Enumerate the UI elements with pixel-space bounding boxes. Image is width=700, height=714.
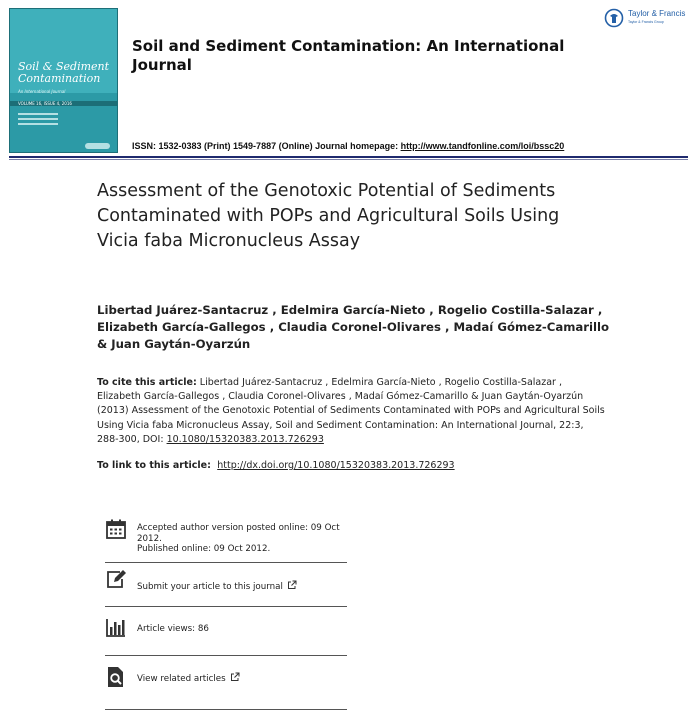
submit-article-link[interactable] xyxy=(137,580,297,593)
article-doi-url-link[interactable]: http://dx.doi.org/10.1080/15320383.2013.726293 xyxy=(217,460,455,471)
published-date: Published online: 09 Oct 2012. xyxy=(137,544,271,554)
search-document-icon xyxy=(105,666,127,688)
publisher-logo xyxy=(604,8,694,30)
publisher-name: Taylor & Francis xyxy=(628,9,686,18)
publisher-logo-icon xyxy=(604,8,624,28)
cover-subtitle: An International Journal xyxy=(18,89,66,94)
related-articles-link[interactable] xyxy=(137,672,240,685)
external-link-icon xyxy=(230,672,240,682)
cover-title xyxy=(18,61,114,85)
external-link-icon xyxy=(287,580,297,590)
accepted-date: Accepted author version posted online: 09 Oct 2012. xyxy=(137,523,340,544)
cover-publisher-mark xyxy=(85,143,110,149)
issn-line xyxy=(132,141,564,151)
cover-volume: VOLUME 16, ISSUE 4, 2016 xyxy=(18,101,72,106)
citation-text: Libertad Juárez-Santacruz , Edelmira García-Nieto , Rogelio Costilla-Salazar , Elizabeth García-Gallegos , Claudia Coronel-Olivares , Madaí Gómez-Camarillo & Juan Gaytán-Oyarzún (2013) Assessment of the Genotoxic Potential of Sediments Contaminated with POPs and Agricultural Soils Using Vicia faba Micronucleus Assay, Soil and Sediment Contamination: An International Journal, 22:3, 288-300, DOI: xyxy=(97,377,605,445)
article-title: Assessment of the Genotoxic Potential of Sediments Contaminated with POPs and Agricultural Soils Using Vicia faba Micronucleus Assay xyxy=(97,181,560,251)
journal-title: Soil and Sediment Contamination: An International Journal xyxy=(132,37,565,74)
journal-homepage-link[interactable]: http://www.tandfonline.com/loi/bssc20 xyxy=(400,141,565,151)
header-divider xyxy=(9,156,688,158)
related-row[interactable] xyxy=(105,656,347,710)
article-info-list xyxy=(105,515,347,710)
views-row xyxy=(105,607,347,656)
article-link-row xyxy=(97,459,617,473)
journal-cover xyxy=(9,8,118,153)
submit-article-label: Submit your article to this journal xyxy=(137,582,283,592)
dates-text xyxy=(137,523,347,555)
header-divider-thin xyxy=(9,159,688,160)
bar-chart-icon xyxy=(105,617,127,639)
citation-block xyxy=(97,376,607,447)
citation-label: To cite this article: xyxy=(97,377,197,388)
calendar-icon xyxy=(105,518,127,540)
cover-title-line2: Contamination xyxy=(18,72,101,85)
cover-title-line1: Soil & Sediment xyxy=(18,60,110,73)
publisher-tagline: Taylor & Francis Group xyxy=(628,20,664,24)
article-views: Article views: 86 xyxy=(137,624,209,634)
issn-text: ISSN: 1532-0383 (Print) 1549-7887 (Online) Journal homepage: xyxy=(132,141,401,151)
submit-row[interactable] xyxy=(105,563,347,607)
edit-icon xyxy=(105,568,127,590)
dates-row xyxy=(105,515,347,563)
related-articles-label: View related articles xyxy=(137,674,226,684)
citation-doi-link[interactable]: 10.1080/15320383.2013.726293 xyxy=(166,433,324,445)
cover-editor-lines xyxy=(18,113,58,128)
article-authors: Libertad Juárez-Santacruz , Edelmira García-Nieto , Rogelio Costilla-Salazar , Elizabeth García-Gallegos , Claudia Coronel-Olivares , Madaí Gómez-Camarillo & Juan Gaytán-Oyarzún xyxy=(97,303,610,351)
article-link-label: To link to this article: xyxy=(97,460,215,471)
